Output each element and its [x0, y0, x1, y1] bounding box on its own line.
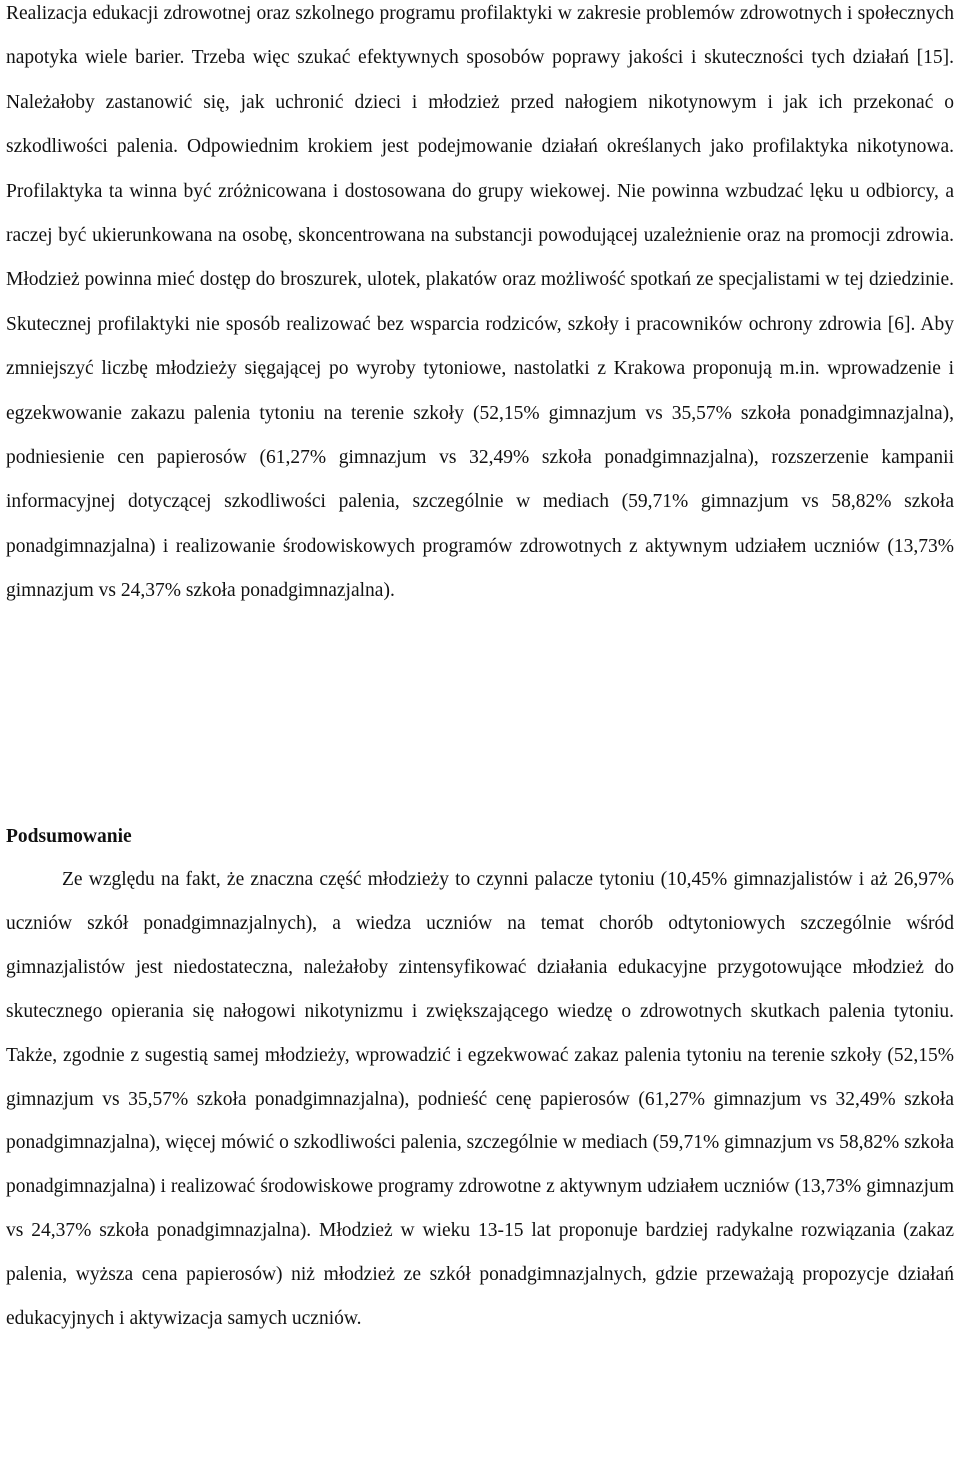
intro-paragraph-block — [6, 0, 954, 614]
paragraph-prevention-barriers: Realizacja edukacji zdrowotnej oraz szkolnego programu profilaktyki w zakresie problemów zdrowotnych i społecznych napotyka wiele barier. Trzeba więc szukać efektywnych sposobów poprawy jakości i skuteczności tych działań [15]. Należałoby zastanowić się, jak uchronić dzieci i młodzież przed nałogiem nikotynowym i jak ich przekonać o szkodliwości palenia. Odpowiednim krokiem jest podejmowanie działań określanych jako profilaktyka nikotynowa. Profilaktyka ta winna być zróżnicowana i dostosowana do grupy wiekowej. Nie powinna wzbudzać lęku u odbiorcy, a raczej być ukierunkowana na osobę, skoncentrowana na substancji powodującej uzależnienie oraz na promocji zdrowia. Młodzież powinna mieć dostęp do broszurek, ulotek, plakatów oraz możliwość spotkań ze specjalistami w tej dziedzinie. Skutecznej profilaktyki nie sposób realizować bez wsparcia rodziców, szkoły i pracowników ochrony zdrowia [6]. Aby zmniejszyć liczbę młodzieży sięgającej po wyroby tytoniowe, nastolatki z Krakowa proponują m.in. wprowadzenie i egzekwowanie zakazu palenia tytoniu na terenie szkoły (52,15% gimnazjum vs 35,57% szkoła ponadgimnazjalna), podniesienie cen papierosów (61,27% gimnazjum vs 32,49% szkoła ponadgimnazjalna), rozszerzenie kampanii informacyjnej dotyczącej szkodliwości palenia, szczególnie w mediach (59,71% gimnazjum vs 58,82% szkoła ponadgimnazjalna) i realizowanie środowiskowych programów zdrowotnych z aktywnym udziałem uczniów (13,73% gimnazjum vs 24,37% szkoła ponadgimnazjalna). — [6, 3, 954, 602]
summary-paragraph-block — [6, 858, 954, 1341]
paragraph-summary: Ze względu na fakt, że znaczna część młodzieży to czynni palacze tytoniu (10,45% gimnazjalistów i aż 26,97% uczniów szkół ponadgimnazjalnych), a wiedza uczniów na temat chorób odtytoniowych szczególnie wśród gimnazjalistów jest niedostateczna, należałoby zintensyfikować działania edukacyjne przygotowujące młodzież do skutecznego opierania się nałogowi nikotynizmu i zwiększającego wiedzę o zdrowotnych skutkach palenia tytoniu. Także, zgodnie z sugestią samej młodzieży, wprowadzić i egzekwować zakaz palenia tytoniu na terenie szkoły (52,15% gimnazjum vs 35,57% szkoła ponadgimnazjalna), podnieść cenę papierosów (61,27% gimnazjum vs 32,49% szkoła ponadgimnazjalna), więcej mówić o szkodliwości palenia, szczególnie w mediach (59,71% gimnazjum vs 58,82% szkoła ponadgimnazjalna) i realizować środowiskowe programy zdrowotne z aktywnym udziałem uczniów (13,73% gimnazjum vs 24,37% szkoła ponadgimnazjalna). Młodzież w wieku 13-15 lat proponuje bardziej radykalne rozwiązania (zakaz palenia, wyższa cena papierosów) niż młodzież ze szkół ponadgimnazjalnych, gdzie przeważają propozycje działań edukacyjnych i aktywizacja samych uczniów. — [6, 869, 954, 1330]
summary-heading: Podsumowanie — [6, 826, 132, 847]
